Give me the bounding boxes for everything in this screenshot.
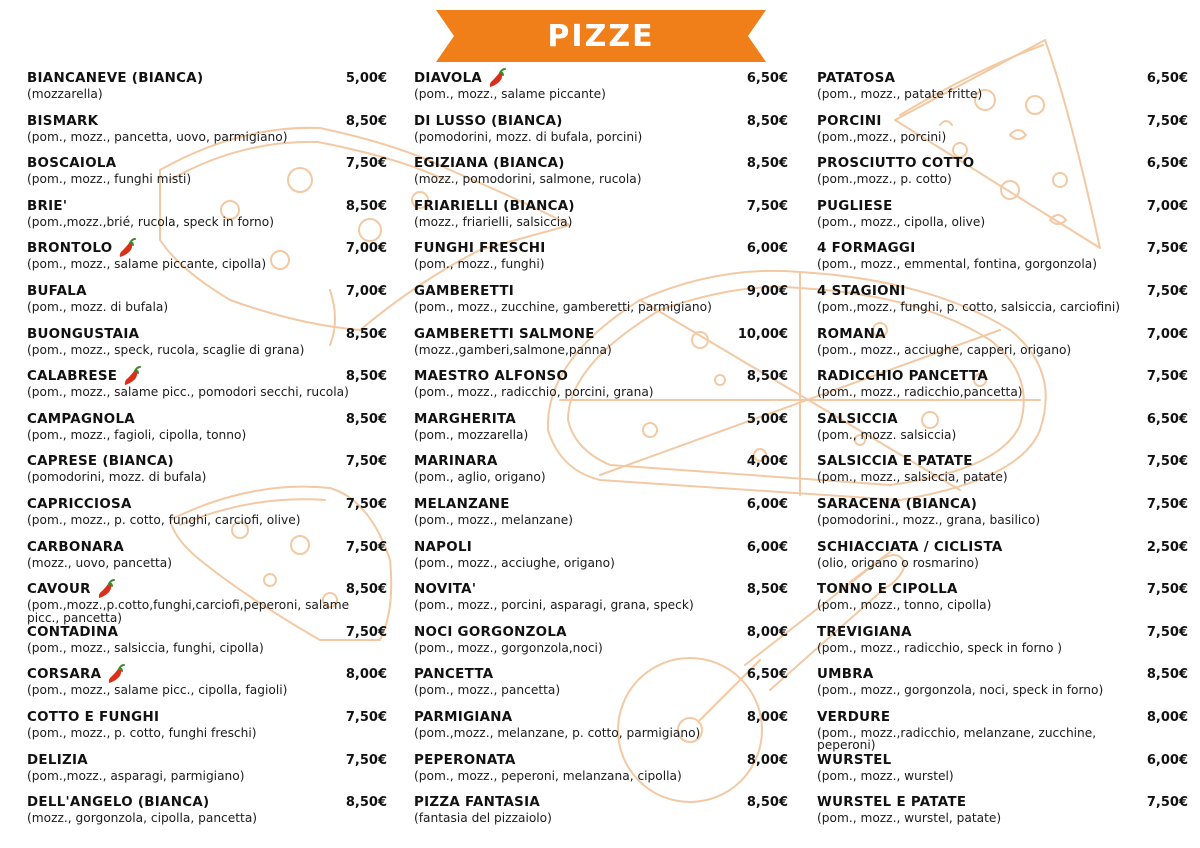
menu-item-name: 4 FORMAGGI bbox=[817, 241, 916, 257]
menu-item-header bbox=[817, 537, 1188, 557]
menu-item-header bbox=[27, 707, 387, 727]
menu-item bbox=[414, 707, 788, 750]
menu-item-price: 7,50€ bbox=[1146, 113, 1188, 129]
menu-item bbox=[27, 324, 387, 367]
menu-item-name: GAMBERETTI bbox=[414, 283, 515, 299]
menu-item-price: 7,50€ bbox=[345, 709, 387, 725]
menu-item-price: 8,00€ bbox=[746, 624, 788, 640]
menu-item-description: (mozz., uovo, pancetta) bbox=[27, 555, 173, 570]
menu-item-price: 8,50€ bbox=[746, 369, 788, 385]
menu-item-price: 8,50€ bbox=[345, 582, 387, 598]
menu-item-price: 10,00€ bbox=[737, 326, 788, 342]
menu-item-name: CAPRICCIOSA bbox=[27, 496, 132, 512]
menu-item bbox=[414, 111, 788, 154]
menu-item bbox=[27, 366, 387, 409]
menu-item-name: MELANZANE bbox=[414, 496, 510, 512]
menu-item-price: 7,00€ bbox=[1146, 326, 1188, 342]
chili-pepper-icon bbox=[105, 663, 127, 685]
menu-item-header bbox=[27, 494, 387, 514]
menu-item-price: 8,50€ bbox=[345, 113, 387, 129]
menu-item-name: FUNGHI FRESCHI bbox=[414, 241, 546, 257]
menu-item-header bbox=[817, 750, 1188, 770]
menu-item bbox=[27, 579, 387, 625]
menu-item-header bbox=[27, 366, 387, 386]
menu-item-header bbox=[414, 750, 788, 770]
menu-item-price: 6,00€ bbox=[746, 539, 788, 555]
menu-item-name: MAESTRO ALFONSO bbox=[414, 369, 569, 385]
menu-column-1 bbox=[27, 68, 387, 835]
menu-item-description: (pom., mozz., p. cotto, funghi, carciofi, olive) bbox=[27, 512, 301, 527]
menu-item-description: (pomodorini, mozz. di bufala, porcini) bbox=[414, 129, 643, 144]
menu-item-price: 7,50€ bbox=[345, 496, 387, 512]
menu-item-price: 6,00€ bbox=[1146, 752, 1188, 768]
menu-item-price: 7,50€ bbox=[1146, 795, 1188, 811]
menu-item-name: CONTADINA bbox=[27, 624, 119, 640]
menu-item-header bbox=[817, 579, 1188, 599]
menu-item-description: (pom., mozzarella) bbox=[414, 427, 529, 442]
menu-item-name: BRONTOLO bbox=[27, 241, 113, 257]
menu-item-description: (pom., mozz., acciughe, capperi, origano) bbox=[817, 342, 1072, 357]
menu-item-description: (pom., mozz., radicchio, porcini, grana) bbox=[414, 385, 654, 400]
menu-item-name: WURSTEL bbox=[817, 752, 892, 768]
menu-item-name: CARBONARA bbox=[27, 539, 125, 555]
menu-item-price: 7,50€ bbox=[1146, 624, 1188, 640]
menu-item-description: (pom., mozz., pancetta) bbox=[414, 683, 561, 698]
menu-item bbox=[27, 409, 387, 452]
menu-item bbox=[414, 750, 788, 793]
menu-item-name: DELIZIA bbox=[27, 752, 88, 768]
menu-item-price: 7,00€ bbox=[345, 241, 387, 257]
menu-item-header bbox=[817, 622, 1188, 642]
menu-item-price: 8,00€ bbox=[746, 752, 788, 768]
menu-item-name: NAPOLI bbox=[414, 539, 473, 555]
menu-item bbox=[817, 451, 1188, 494]
menu-item bbox=[414, 366, 788, 409]
menu-item-price: 5,00€ bbox=[746, 411, 788, 427]
menu-item-header bbox=[414, 238, 788, 258]
menu-item-description: (pom., mozz., salame piccante) bbox=[414, 87, 606, 101]
menu-item-name: MARGHERITA bbox=[414, 411, 517, 427]
menu-item bbox=[27, 281, 387, 324]
menu-item bbox=[817, 409, 1188, 452]
menu-item-name: PANCETTA bbox=[414, 667, 494, 683]
menu-item-name: SCHIACCIATA / CICLISTA bbox=[817, 539, 1003, 555]
menu-item-price: 7,50€ bbox=[1146, 582, 1188, 598]
menu-item-name: UMBRA bbox=[817, 667, 874, 683]
menu-item-price: 8,50€ bbox=[345, 326, 387, 342]
menu-item bbox=[817, 537, 1188, 580]
menu-item-description: (pom.,mozz., porcini) bbox=[817, 129, 947, 144]
menu-item-description: (pom., mozz., salsiccia, funghi, cipolla) bbox=[27, 640, 264, 655]
menu-item-name: DI LUSSO (BIANCA) bbox=[414, 113, 563, 129]
menu-item-header bbox=[27, 664, 387, 684]
menu-item-header bbox=[27, 238, 387, 258]
menu-item-description: (pomodorini., mozz., grana, basilico) bbox=[817, 512, 1041, 527]
menu-item-price: 7,50€ bbox=[1146, 283, 1188, 299]
menu-item-price: 4,00€ bbox=[746, 454, 788, 470]
menu-item bbox=[27, 68, 387, 111]
menu-column-3 bbox=[817, 68, 1188, 835]
menu-item bbox=[817, 153, 1188, 196]
menu-item bbox=[817, 68, 1188, 111]
menu-item-description: (pom., mozz., peperoni, melanzana, cipolla) bbox=[414, 768, 682, 783]
menu-item-name: PEPERONATA bbox=[414, 752, 516, 768]
menu-item-name: CALABRESE bbox=[27, 369, 118, 385]
menu-item bbox=[27, 196, 387, 239]
menu-item bbox=[27, 664, 387, 707]
menu-item-description: (pom., mozz., speck, rucola, scaglie di grana) bbox=[27, 342, 305, 357]
menu-item-name: BUONGUSTAIA bbox=[27, 326, 140, 342]
menu-item-name: ROMANA bbox=[817, 326, 886, 342]
menu-item-price: 8,50€ bbox=[746, 582, 788, 598]
menu-item-description: (mozzarella) bbox=[27, 87, 103, 101]
menu-item-name: CAPRESE (BIANCA) bbox=[27, 454, 174, 470]
menu-item-price: 8,00€ bbox=[345, 667, 387, 683]
menu-item-header bbox=[817, 451, 1188, 471]
menu-item-name: TONNO E CIPOLLA bbox=[817, 582, 958, 598]
menu-item-price: 6,50€ bbox=[1146, 156, 1188, 172]
menu-item-name: SALSICCIA E PATATE bbox=[817, 454, 973, 470]
menu-item-description: (pom.,mozz., asparagi, parmigiano) bbox=[27, 768, 245, 783]
menu-item-name: CAVOUR bbox=[27, 582, 91, 598]
menu-item bbox=[27, 238, 387, 281]
menu-item-name: PARMIGIANA bbox=[414, 709, 513, 725]
chili-pepper-icon bbox=[486, 67, 508, 89]
menu-item bbox=[27, 622, 387, 665]
menu-item bbox=[817, 622, 1188, 665]
menu-item bbox=[27, 707, 387, 750]
menu-item bbox=[817, 792, 1188, 835]
menu-item bbox=[414, 494, 788, 537]
menu-item-header bbox=[27, 196, 387, 216]
menu-item bbox=[817, 324, 1188, 367]
menu-item-header bbox=[817, 196, 1188, 216]
menu-item-header bbox=[414, 196, 788, 216]
menu-item-description: (pom., mozz., funghi misti) bbox=[27, 172, 192, 187]
menu-item-header bbox=[414, 409, 788, 429]
menu-item-name: PORCINI bbox=[817, 113, 882, 129]
menu-item-name: PATATOSA bbox=[817, 71, 896, 86]
menu-item-price: 7,00€ bbox=[345, 283, 387, 299]
menu-item-header bbox=[414, 622, 788, 642]
menu-item bbox=[414, 409, 788, 452]
menu-item-description: (pom., mozz., pancetta, uovo, parmigiano) bbox=[27, 129, 288, 144]
menu-item-description: (pom., mozz., emmental, fontina, gorgonzola) bbox=[817, 257, 1097, 272]
menu-item-price: 7,50€ bbox=[1146, 454, 1188, 470]
menu-item-header bbox=[414, 111, 788, 131]
menu-item-description: (pom., mozz., salame piccante, cipolla) bbox=[27, 257, 267, 272]
menu-item-description: (pom., mozz., radicchio,pancetta) bbox=[817, 385, 1023, 400]
menu-item-header bbox=[817, 494, 1188, 514]
menu-item bbox=[414, 281, 788, 324]
menu-item-price: 7,50€ bbox=[746, 198, 788, 214]
menu-item-description: (pom., mozz., salame picc., pomodori secchi, rucola) bbox=[27, 385, 349, 400]
menu-item-description: (mozz., gorgonzola, cipolla, pancetta) bbox=[27, 811, 258, 826]
menu-item-price: 8,50€ bbox=[746, 113, 788, 129]
menu-item-description: (pom., mozz., funghi) bbox=[414, 257, 545, 272]
menu-item-name: SALSICCIA bbox=[817, 411, 898, 427]
menu-item bbox=[414, 324, 788, 367]
menu-item bbox=[817, 707, 1188, 753]
chili-pepper-icon bbox=[116, 237, 138, 259]
menu-item-price: 7,50€ bbox=[1146, 496, 1188, 512]
menu-item-name: TREVIGIANA bbox=[817, 624, 912, 640]
menu-item-description: (pom., mozz., p. cotto, funghi freschi) bbox=[27, 725, 257, 740]
menu-item-name: BUFALA bbox=[27, 283, 87, 299]
menu-item-price: 8,50€ bbox=[345, 411, 387, 427]
menu-item-description: (pom., mozz., salame picc., cipolla, fagioli) bbox=[27, 683, 288, 698]
menu-item-description: (pom., mozz., patate fritte) bbox=[817, 87, 983, 101]
menu-item-description: (pom., mozz., salsiccia, patate) bbox=[817, 470, 1008, 485]
menu-item bbox=[27, 792, 387, 835]
menu-item-name: BIANCANEVE (BIANCA) bbox=[27, 71, 204, 86]
menu-item bbox=[414, 579, 788, 622]
menu-item-name: COTTO E FUNGHI bbox=[27, 709, 160, 725]
menu-item bbox=[414, 238, 788, 281]
menu-item-price: 8,50€ bbox=[746, 795, 788, 811]
menu-item-name: BOSCAIOLA bbox=[27, 156, 117, 172]
chili-pepper-icon bbox=[121, 365, 143, 387]
menu-item-description: (mozz., friarielli, salsiccia) bbox=[414, 214, 573, 229]
menu-item bbox=[817, 366, 1188, 409]
menu-item-description: (pom., mozz., porcini, asparagi, grana, speck) bbox=[414, 598, 694, 613]
menu-item-header bbox=[817, 281, 1188, 301]
menu-item-description: (pom., aglio, origano) bbox=[414, 470, 546, 485]
menu-item bbox=[27, 537, 387, 580]
menu-item-description: (pom., mozz., zucchine, gamberetti, parmigiano) bbox=[414, 299, 712, 314]
menu-item-header bbox=[414, 537, 788, 557]
menu-item-name: FRIARIELLI (BIANCA) bbox=[414, 198, 575, 214]
menu-item-description: (fantasia del pizzaiolo) bbox=[414, 811, 552, 826]
menu-item-description: (pom., mozz.,radicchio, melanzane, zucchine, peperoni) bbox=[817, 725, 1097, 753]
menu-item-name: PROSCIUTTO COTTO bbox=[817, 156, 975, 172]
menu-item-price: 9,00€ bbox=[746, 283, 788, 299]
menu-item-price: 7,50€ bbox=[1146, 369, 1188, 385]
menu-item-header bbox=[414, 366, 788, 386]
menu-item bbox=[817, 281, 1188, 324]
menu-item-price: 8,50€ bbox=[345, 795, 387, 811]
menu-item-header bbox=[27, 111, 387, 131]
menu-item-price: 6,00€ bbox=[746, 496, 788, 512]
menu-item-description: (pomodorini, mozz. di bufala) bbox=[27, 470, 207, 485]
menu-item-header bbox=[817, 409, 1188, 429]
menu-column-2 bbox=[414, 68, 788, 835]
menu-item-header bbox=[27, 153, 387, 173]
menu-item-header bbox=[27, 792, 387, 812]
menu-item-header bbox=[27, 750, 387, 770]
menu-item-price: 6,50€ bbox=[746, 71, 788, 86]
menu-item-price: 7,50€ bbox=[345, 752, 387, 768]
menu-item bbox=[27, 494, 387, 537]
menu-item-description: (pom., mozz., tonno, cipolla) bbox=[817, 598, 992, 613]
menu-item bbox=[817, 196, 1188, 239]
menu-item-price: 7,50€ bbox=[345, 539, 387, 555]
menu-item-description: (pom., mozz., wurstel) bbox=[817, 768, 954, 783]
menu-item-price: 8,50€ bbox=[345, 369, 387, 385]
menu-item bbox=[414, 537, 788, 580]
menu-item-description: (pom., mozz. salsiccia) bbox=[817, 427, 957, 442]
menu-item-header bbox=[817, 111, 1188, 131]
menu-item-header bbox=[817, 707, 1188, 727]
menu-item-header bbox=[817, 153, 1188, 173]
menu-item bbox=[817, 494, 1188, 537]
menu-item-description: (pom., mozz., gorgonzola, noci, speck in forno) bbox=[817, 683, 1104, 698]
menu-item-description: (pom., mozz., melanzane) bbox=[414, 512, 573, 527]
menu-item bbox=[27, 153, 387, 196]
menu-item-header bbox=[414, 792, 788, 812]
menu-item bbox=[414, 451, 788, 494]
menu-item bbox=[817, 579, 1188, 622]
menu-item-price: 8,00€ bbox=[746, 709, 788, 725]
menu-item-description: (pom., mozz., gorgonzola,noci) bbox=[414, 640, 603, 655]
menu-item-name: CAMPAGNOLA bbox=[27, 411, 135, 427]
menu-item-header bbox=[27, 451, 387, 471]
menu-item-price: 2,50€ bbox=[1146, 539, 1188, 555]
menu-item-name: RADICCHIO PANCETTA bbox=[817, 369, 989, 385]
menu-item-description: (pom., mozz., radicchio, speck in forno ) bbox=[817, 640, 1063, 655]
chili-pepper-icon bbox=[95, 578, 117, 600]
menu-item-price: 7,50€ bbox=[345, 454, 387, 470]
menu-item-header bbox=[27, 622, 387, 642]
menu-item-header bbox=[414, 707, 788, 727]
menu-item-name: NOVITA' bbox=[414, 582, 477, 598]
menu-item-price: 7,00€ bbox=[1146, 198, 1188, 214]
menu-item-description: (pom., mozz., wurstel, patate) bbox=[817, 811, 1002, 826]
menu-item-header bbox=[817, 792, 1188, 812]
menu-item-description: (mozz.,gamberi,salmone,panna) bbox=[414, 342, 612, 357]
menu-item-name: PIZZA FANTASIA bbox=[414, 795, 541, 811]
menu-item bbox=[27, 750, 387, 793]
menu-item-header bbox=[414, 664, 788, 684]
menu-item-price: 6,50€ bbox=[746, 667, 788, 683]
menu-item bbox=[414, 153, 788, 196]
menu-item-header bbox=[817, 664, 1188, 684]
menu-item-description: (pom.,mozz., melanzane, p. cotto, parmigiano) bbox=[414, 725, 701, 740]
menu-item-header bbox=[414, 153, 788, 173]
menu-item-name: MARINARA bbox=[414, 454, 498, 470]
menu-item bbox=[817, 238, 1188, 281]
menu-item bbox=[27, 111, 387, 154]
menu-item-description: (pom., mozz., acciughe, origano) bbox=[414, 555, 615, 570]
menu-item-description: (olio, origano o rosmarino) bbox=[817, 555, 979, 570]
menu-item-header bbox=[414, 579, 788, 599]
menu-item-name: BRIE' bbox=[27, 198, 68, 214]
menu-item bbox=[817, 111, 1188, 154]
menu-item-description: (pom., mozz., cipolla, olive) bbox=[817, 214, 986, 229]
menu-item bbox=[414, 622, 788, 665]
menu-item bbox=[414, 196, 788, 239]
menu-item-description: (pom., mozz., fagioli, cipolla, tonno) bbox=[27, 427, 247, 442]
menu-item-price: 5,00€ bbox=[345, 71, 387, 86]
menu-item bbox=[817, 664, 1188, 707]
menu-item-price: 7,50€ bbox=[345, 156, 387, 172]
menu-item-name: CORSARA bbox=[27, 667, 102, 683]
menu-item-name: NOCI GORGONZOLA bbox=[414, 624, 567, 640]
menu-item-description: (mozz., pomodorini, salmone, rucola) bbox=[414, 172, 642, 187]
menu-item-price: 6,00€ bbox=[746, 241, 788, 257]
menu-item-header bbox=[27, 281, 387, 301]
menu-item-price: 8,00€ bbox=[1146, 709, 1188, 725]
menu-item-name: VERDURE bbox=[817, 709, 891, 725]
menu-item-header bbox=[414, 494, 788, 514]
menu-item-name: SARACENA (BIANCA) bbox=[817, 496, 978, 512]
menu-item-description: (pom., mozz. di bufala) bbox=[27, 299, 169, 314]
menu-item-description: (pom.,mozz.,brié, rucola, speck in forno) bbox=[27, 214, 274, 229]
menu-item-price: 8,50€ bbox=[746, 156, 788, 172]
menu-item-header bbox=[414, 68, 788, 88]
menu-item-header bbox=[817, 238, 1188, 258]
menu-item bbox=[414, 792, 788, 835]
menu-item-name: 4 STAGIONI bbox=[817, 283, 906, 299]
menu-item-price: 6,50€ bbox=[1146, 71, 1188, 86]
menu-item-name: EGIZIANA (BIANCA) bbox=[414, 156, 565, 172]
menu-item-price: 7,50€ bbox=[345, 624, 387, 640]
menu-item-header bbox=[414, 324, 788, 344]
menu-item bbox=[817, 750, 1188, 793]
menu-item-price: 6,50€ bbox=[1146, 411, 1188, 427]
menu-item-name: GAMBERETTI SALMONE bbox=[414, 326, 595, 342]
menu-item-description: (pom.,mozz., p. cotto) bbox=[817, 172, 952, 187]
menu-item bbox=[27, 451, 387, 494]
page-title: PIZZE bbox=[547, 18, 655, 54]
menu-item-name: DELL'ANGELO (BIANCA) bbox=[27, 795, 210, 811]
menu-item-name: BISMARK bbox=[27, 113, 99, 129]
menu-item bbox=[414, 664, 788, 707]
menu-item-name: DIAVOLA bbox=[414, 71, 483, 86]
menu-item-price: 8,50€ bbox=[1146, 667, 1188, 683]
menu-item-header bbox=[27, 324, 387, 344]
menu-item-header bbox=[27, 68, 387, 88]
menu-item-header bbox=[414, 281, 788, 301]
menu-item-header bbox=[414, 451, 788, 471]
menu-item-header bbox=[817, 366, 1188, 386]
menu-item bbox=[414, 68, 788, 111]
menu-item-header bbox=[817, 324, 1188, 344]
menu-item-name: PUGLIESE bbox=[817, 198, 893, 214]
menu-item-header bbox=[27, 579, 387, 599]
menu-item-header bbox=[27, 537, 387, 557]
title-banner bbox=[436, 10, 766, 62]
menu-item-header bbox=[27, 409, 387, 429]
menu-item-price: 8,50€ bbox=[345, 198, 387, 214]
menu-item-price: 7,50€ bbox=[1146, 241, 1188, 257]
menu-item-name: WURSTEL E PATATE bbox=[817, 795, 967, 811]
menu-item-header bbox=[817, 68, 1188, 88]
menu-item-description: (pom.,mozz., funghi, p. cotto, salsiccia, carciofini) bbox=[817, 299, 1120, 314]
menu-item-description: (pom.,mozz.,p.cotto,funghi,carciofi,peperoni, salame picc., pancetta) bbox=[27, 598, 350, 625]
